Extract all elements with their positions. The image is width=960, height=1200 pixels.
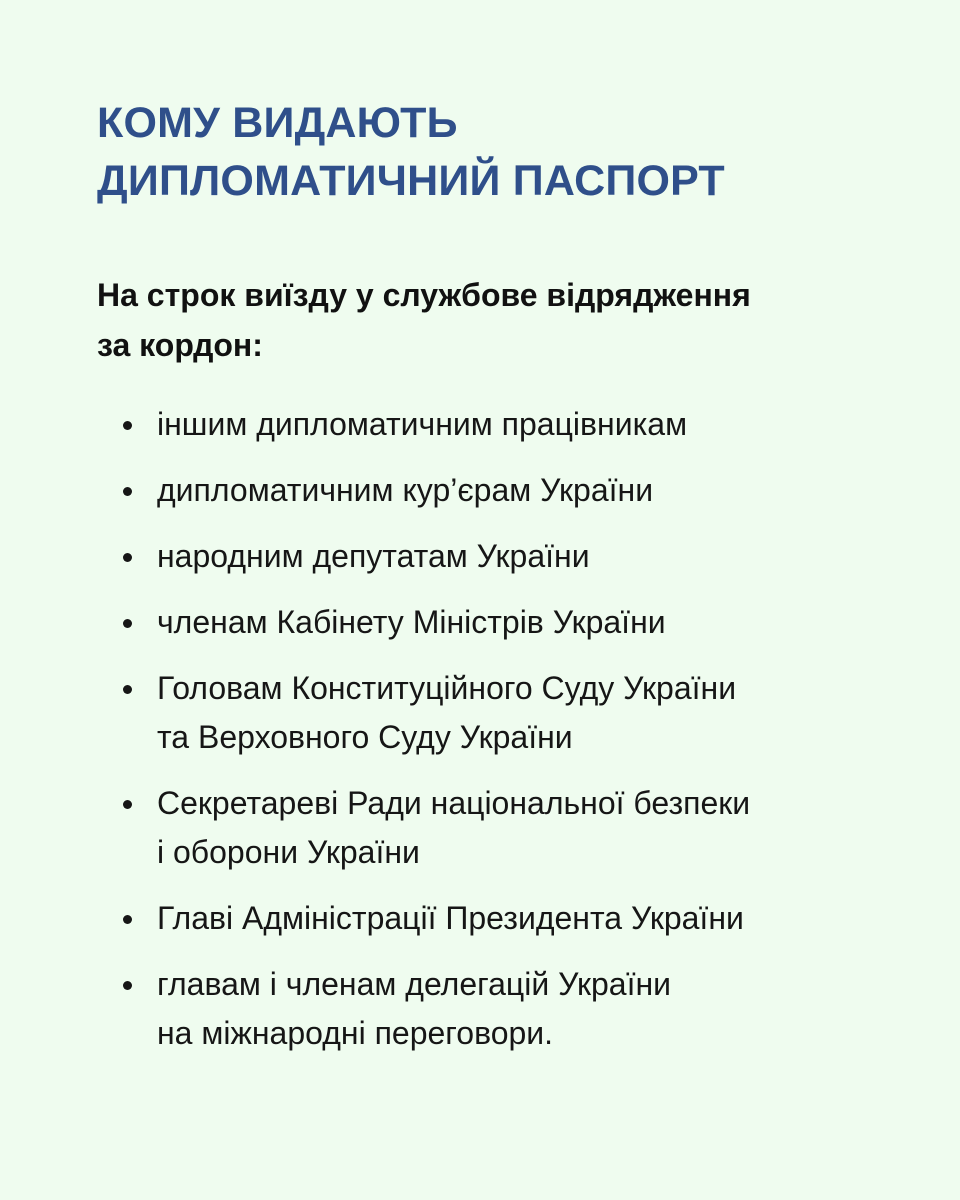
bullet-icon	[123, 487, 132, 496]
list-item-line: іншим дипломатичним працівникам	[157, 406, 688, 442]
list-item-line: членам Кабінету Міністрів України	[157, 604, 666, 640]
bullet-icon	[123, 685, 132, 694]
list-item-line: народним депутатам України	[157, 538, 590, 574]
list-item-line: та Верховного Суду України	[157, 719, 573, 755]
intro-line-1: На строк виїзду у службове відрядження	[97, 277, 751, 313]
page-title	[97, 94, 900, 210]
list-item-line: главам і членам делегацій України	[157, 966, 672, 1002]
list-item-line: і оборони України	[157, 834, 420, 870]
list-item	[123, 779, 900, 877]
list-item-line: Секретареві Ради національної безпеки	[157, 785, 751, 821]
list-item	[123, 400, 900, 449]
list-item	[123, 894, 900, 943]
bullet-icon	[123, 915, 132, 924]
list-item	[123, 466, 900, 515]
intro-line-2: за кордон:	[97, 327, 263, 363]
list-item	[123, 664, 900, 762]
bullet-icon	[123, 981, 132, 990]
recipient-list	[97, 400, 900, 1058]
bullet-icon	[123, 800, 132, 809]
list-item-line: на міжнародні переговори.	[157, 1015, 554, 1051]
list-item	[123, 598, 900, 647]
list-item-line: дипломатичним кур’єрам України	[157, 472, 654, 508]
page-title-line-1: КОМУ ВИДАЮТЬ	[97, 99, 458, 147]
bullet-icon	[123, 553, 132, 562]
intro-paragraph	[97, 270, 900, 370]
page-title-line-2: ДИПЛОМАТИЧНИЙ ПАСПОРТ	[97, 157, 725, 205]
bullet-icon	[123, 421, 132, 430]
bullet-icon	[123, 619, 132, 628]
list-item-line: Главі Адміністрації Президента України	[157, 900, 744, 936]
list-item-line: Головам Конституційного Суду України	[157, 670, 737, 706]
list-item	[123, 532, 900, 581]
list-item	[123, 960, 900, 1058]
